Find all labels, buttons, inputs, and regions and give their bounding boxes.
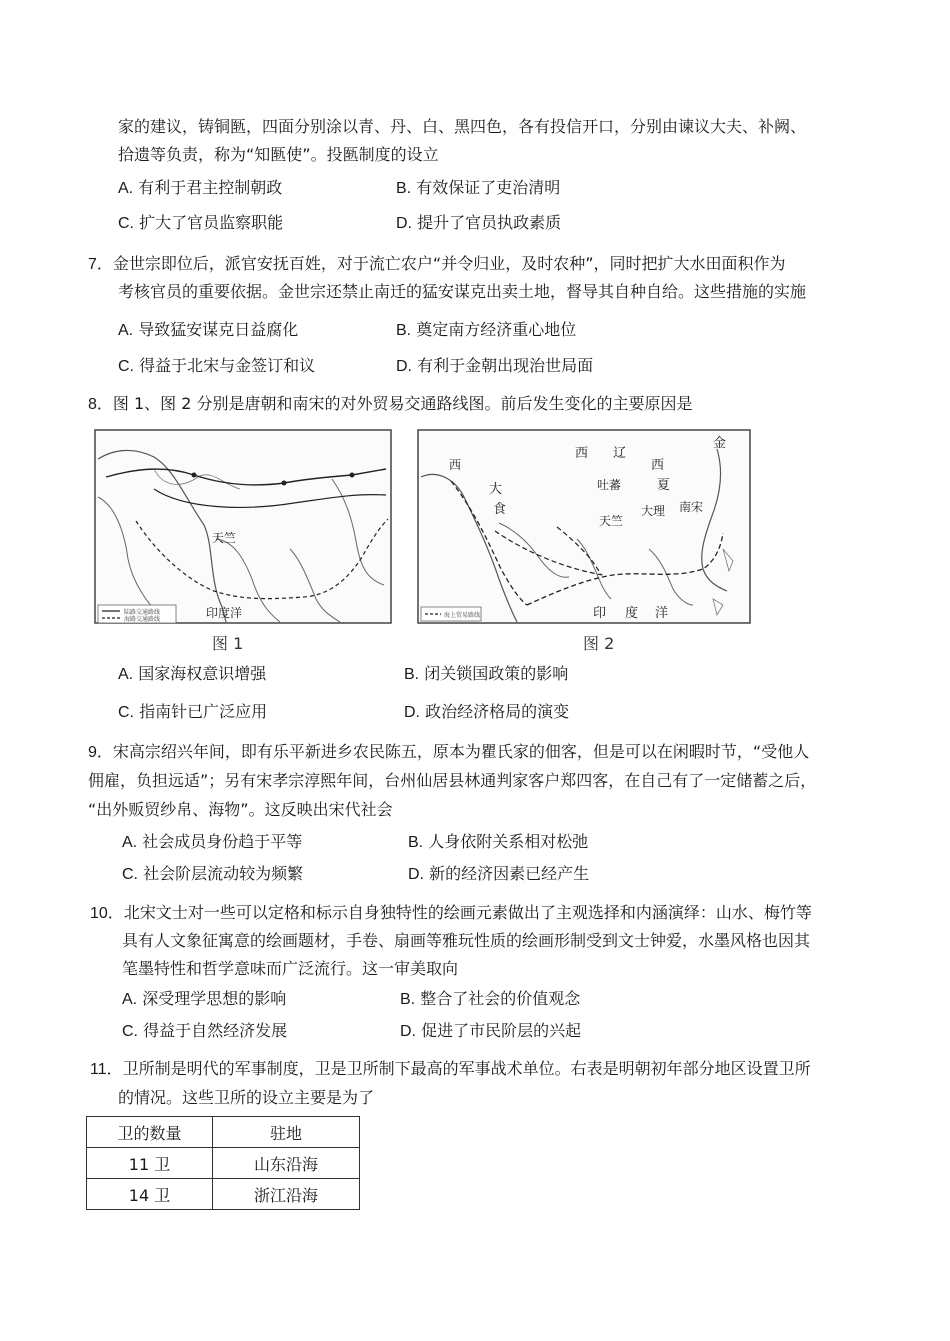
q8-option-a[interactable]: A. 国家海权意识增强	[118, 664, 267, 683]
q9-stem-line1: 9．宋高宗绍兴年间，即有乐平新进乡农民陈五，原本为瞿氏家的佃客，但是可以在闲暇时节，“受他人	[88, 742, 810, 761]
q7-option-a[interactable]: A. 导致猛安谋克日益腐化	[118, 320, 299, 339]
q10-number: 10．	[90, 905, 124, 922]
map1-caption: 图 1	[212, 634, 244, 653]
q8-stem-line1: 8．图 1、图 2 分别是唐朝和南宋的对外贸易交通路线图。前后发生变化的主要原因是	[88, 394, 693, 413]
table-header-cell: 卫的数量	[87, 1117, 213, 1148]
garrison-table	[86, 1116, 360, 1210]
table-cell: 14 卫	[87, 1179, 213, 1210]
q10-option-b[interactable]: B. 整合了社会的价值观念	[400, 989, 581, 1008]
q8-option-c[interactable]: C. 指南针已广泛应用	[118, 702, 268, 721]
table-cell: 11 卫	[87, 1148, 213, 1179]
table-row	[87, 1179, 360, 1210]
map-figure-1	[94, 429, 394, 654]
map2-label-yang: 洋	[655, 606, 669, 621]
map1-frame	[95, 430, 391, 623]
q7-option-c[interactable]: C. 得益于北宋与金签订和议	[118, 356, 316, 375]
q8-option-b[interactable]: B. 闭关锁国政策的影响	[404, 664, 569, 683]
q9-option-a[interactable]: A. 社会成员身份趋于平等	[122, 832, 303, 851]
map2-label-dashi-2: 食	[493, 502, 507, 517]
map2-label-xiliao-1: 西	[575, 446, 589, 461]
q10-option-c[interactable]: C. 得益于自然经济发展	[122, 1021, 288, 1040]
q8-option-d[interactable]: D. 政治经济格局的演变	[404, 702, 570, 721]
map2-label-xixia-1: 西	[651, 458, 665, 473]
q9-option-b[interactable]: B. 人身依附关系相对松弛	[408, 832, 589, 851]
q11-stem-line2: 的情况。这些卫所的设立主要是为了	[118, 1088, 375, 1107]
q9-stem-line2: 佣雇，负担远适”；另有宋孝宗淳熙年间，台州仙居县林通判家客户郑四客，在自己有了一定储蓄之后，	[88, 771, 817, 790]
map2-label-xixia-2: 夏	[657, 478, 671, 493]
q6-option-d[interactable]: D. 提升了官员执政素质	[396, 213, 562, 232]
q8-number: 8．	[88, 396, 113, 413]
map2-label-tubo: 吐蕃	[597, 478, 622, 492]
map2-label-jin: 金	[713, 436, 727, 451]
map2-label-dashi-1: 大	[489, 482, 503, 497]
map2-label-nansong: 南宋	[679, 500, 704, 514]
table-header-row	[87, 1117, 360, 1148]
map1-city-marker	[282, 481, 287, 486]
map1-city-marker	[192, 473, 197, 478]
q10-stem-line2: 具有人文象征寓意的绘画题材，手卷、扇画等雅玩性质的绘画形制受到文士钟爱，水墨风格也因其	[122, 931, 811, 950]
map-figure-2	[417, 429, 753, 654]
map1-legend-land-label: 陆路交通路线	[124, 609, 161, 616]
map1-city-marker	[350, 473, 355, 478]
q9-stem-line3: “出外贩贸纱帛、海物”。这反映出宋代社会	[88, 800, 393, 819]
q6-option-a[interactable]: A. 有利于君主控制朝政	[118, 178, 283, 197]
map1-legend-sea-label: 海路交通路线	[124, 616, 161, 623]
q7-stem-line2: 考核官员的重要依据。金世宗还禁止南迁的猛安谋克出卖土地，督导其自种自给。这些措施的实施	[118, 282, 807, 301]
map2-label-dali: 大理	[641, 504, 666, 518]
q7-option-d[interactable]: D. 有利于金朝出现治世局面	[396, 356, 594, 375]
q10-option-a[interactable]: A. 深受理学思想的影响	[122, 989, 287, 1008]
q7-stem-line1: 7．金世宗即位后，派官安抚百姓，对于流亡农户“并令归业，及时农种”，同时把扩大水田面积作为	[88, 254, 786, 273]
q7-number: 7．	[88, 256, 113, 273]
map2-label-xiliao-2: 辽	[613, 446, 627, 461]
q6-stem-line1: 家的建议，铸铜匦，四面分别涂以青、丹、白、黑四色，各有投信开口，分别由谏议大夫、补阙、	[118, 117, 807, 136]
q10-option-d[interactable]: D. 促进了市民阶层的兴起	[400, 1021, 582, 1040]
q9-option-c[interactable]: C. 社会阶层流动较为频繁	[122, 864, 304, 883]
q9-option-d[interactable]: D. 新的经济因素已经产生	[408, 864, 590, 883]
map2-legend-label: 海上贸易路线	[444, 612, 481, 619]
map2-label-du: 度	[625, 606, 639, 621]
map2-label-tianzhu: 天竺	[599, 514, 624, 528]
map1-label-tianzhu: 天竺	[212, 531, 237, 545]
q6-option-b[interactable]: B. 有效保证了吏治清明	[396, 178, 561, 197]
map2-label-yin: 印	[593, 606, 607, 621]
q11-number: 11．	[90, 1061, 123, 1078]
table-header-cell: 驻地	[213, 1117, 360, 1148]
table-cell: 浙江沿海	[213, 1179, 360, 1210]
q9-number: 9．	[88, 744, 113, 761]
table-row	[87, 1148, 360, 1179]
q11-stem-line1: 11．卫所制是明代的军事制度，卫是卫所制下最高的军事战术单位。右表是明朝初年部分地区设置卫所	[90, 1059, 811, 1078]
q6-option-c[interactable]: C. 扩大了官员监察职能	[118, 213, 284, 232]
q7-option-b[interactable]: B. 奠定南方经济重心地位	[396, 320, 577, 339]
q6-stem-line2: 拾遗等负责，称为“知匦使”。投匦制度的设立	[118, 145, 439, 164]
map1-label-indian-ocean: 印度洋	[206, 606, 243, 620]
map2-caption: 图 2	[583, 634, 615, 653]
q10-stem-line1: 10．北宋文士对一些可以定格和标示自身独特性的绘画元素做出了主观选择和内涵演绎：山水、梅竹等	[90, 903, 812, 922]
q10-stem-line3: 笔墨特性和哲学意味而广泛流行。这一审美取向	[122, 959, 459, 978]
map2-label: 西	[449, 458, 462, 472]
table-cell: 山东沿海	[213, 1148, 360, 1179]
